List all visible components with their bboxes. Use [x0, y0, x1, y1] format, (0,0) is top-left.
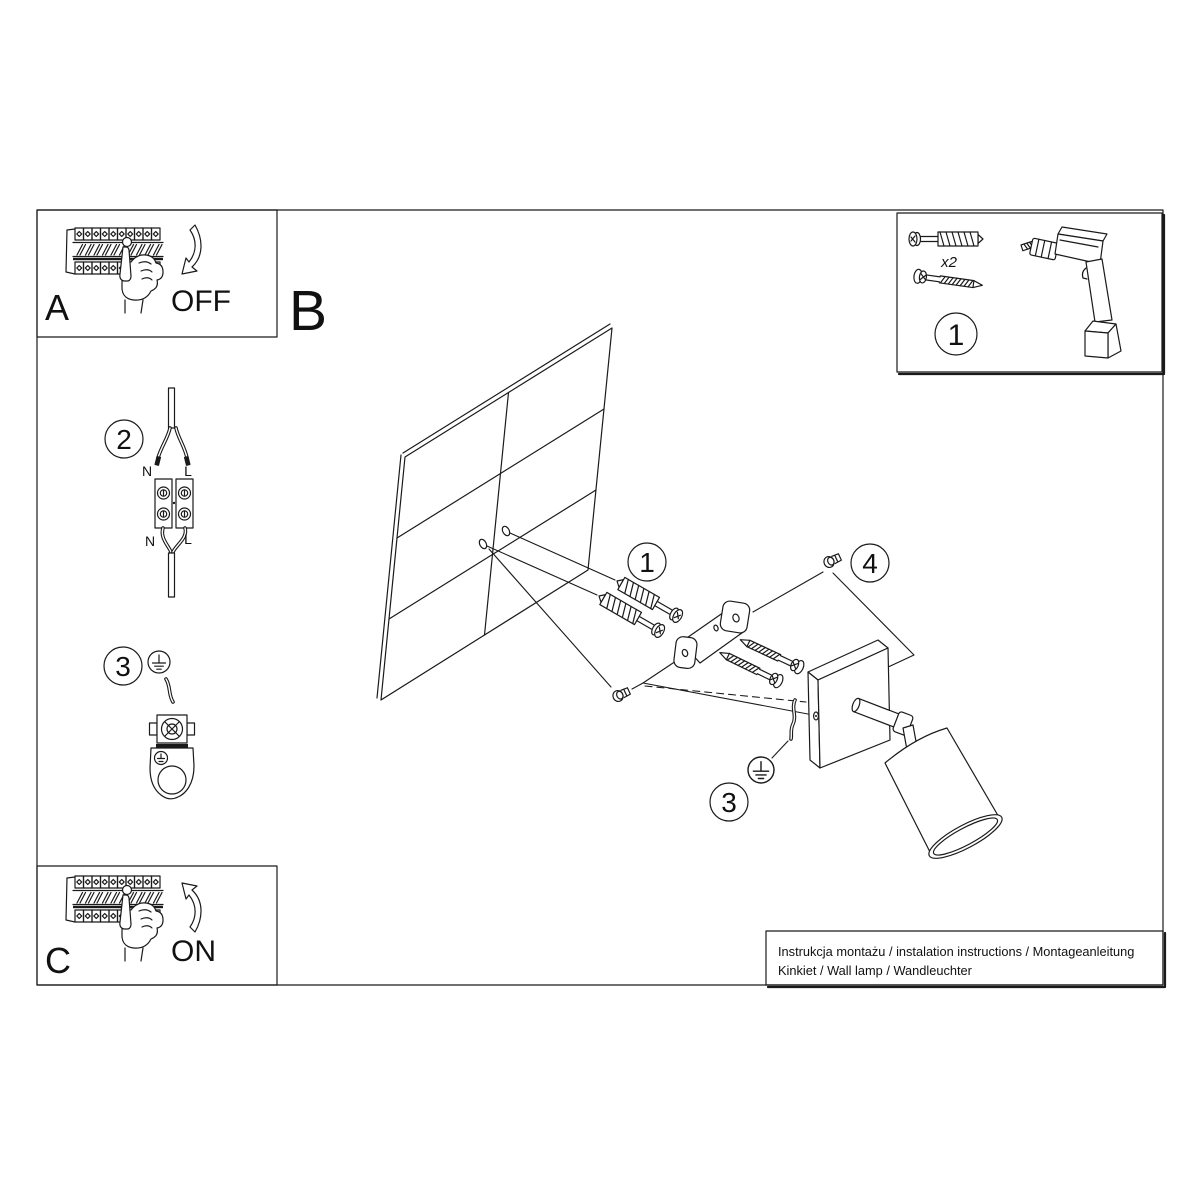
wire-label-n-bottom: N: [144, 533, 156, 549]
wire-label-l-top: L: [184, 463, 192, 479]
step-c-label: C: [45, 940, 71, 981]
parts-box: [897, 213, 1164, 374]
wiring-diagram: [105, 388, 193, 597]
footer-line-1: Instrukcja montażu / instalation instructions / Montageanleitung: [778, 944, 1135, 959]
step-a-panel: [37, 210, 277, 337]
callout-4-number: 4: [862, 548, 878, 579]
ground-step-diagram: [104, 647, 195, 799]
callout-3-number: 3: [115, 651, 131, 682]
footer-box-shadow: [768, 933, 1165, 987]
wire-label-n-top: N: [141, 463, 153, 479]
cable-top: [169, 388, 175, 428]
ground-symbol-icon: [748, 757, 774, 783]
arrow-up-icon: [182, 883, 201, 932]
cable-bottom: [169, 553, 175, 597]
mounting-screw-icon: [717, 646, 785, 689]
step-c-panel: [37, 866, 277, 985]
wall-panel: [377, 324, 612, 700]
step-b-label: B: [289, 279, 328, 343]
side-screw-icon: [822, 552, 842, 569]
callout-2-number: 2: [116, 424, 132, 455]
mounting-bracket-icon: [673, 600, 751, 669]
small-screw-icon: [611, 686, 631, 703]
callout-1-number: 1: [639, 547, 655, 578]
step-a-action-label: OFF: [171, 285, 231, 318]
footer-line-2: Kinkiet / Wall lamp / Wandleuchter: [778, 963, 972, 978]
footer-title-box: [766, 931, 1165, 987]
anchor-quantity-label: x2: [941, 254, 957, 271]
step-a-label: A: [45, 287, 70, 328]
mounting-screw-icon: [913, 269, 983, 292]
arrow-down-icon: [182, 225, 201, 274]
terminal-block-icon: [155, 479, 193, 528]
mounting-screw-icon: [737, 633, 805, 675]
callout-3-number: 3: [721, 787, 737, 818]
wall-anchor-icon: [909, 232, 983, 246]
lamp-shade: [885, 728, 1007, 866]
ground-symbol-icon: [148, 651, 170, 673]
drill-icon: [1021, 227, 1121, 358]
parts-step-number: 1: [947, 319, 965, 352]
step-c-action-label: ON: [171, 935, 216, 968]
wire-label-l-bottom: L: [184, 531, 192, 547]
ground-clamp-icon: [150, 715, 195, 799]
